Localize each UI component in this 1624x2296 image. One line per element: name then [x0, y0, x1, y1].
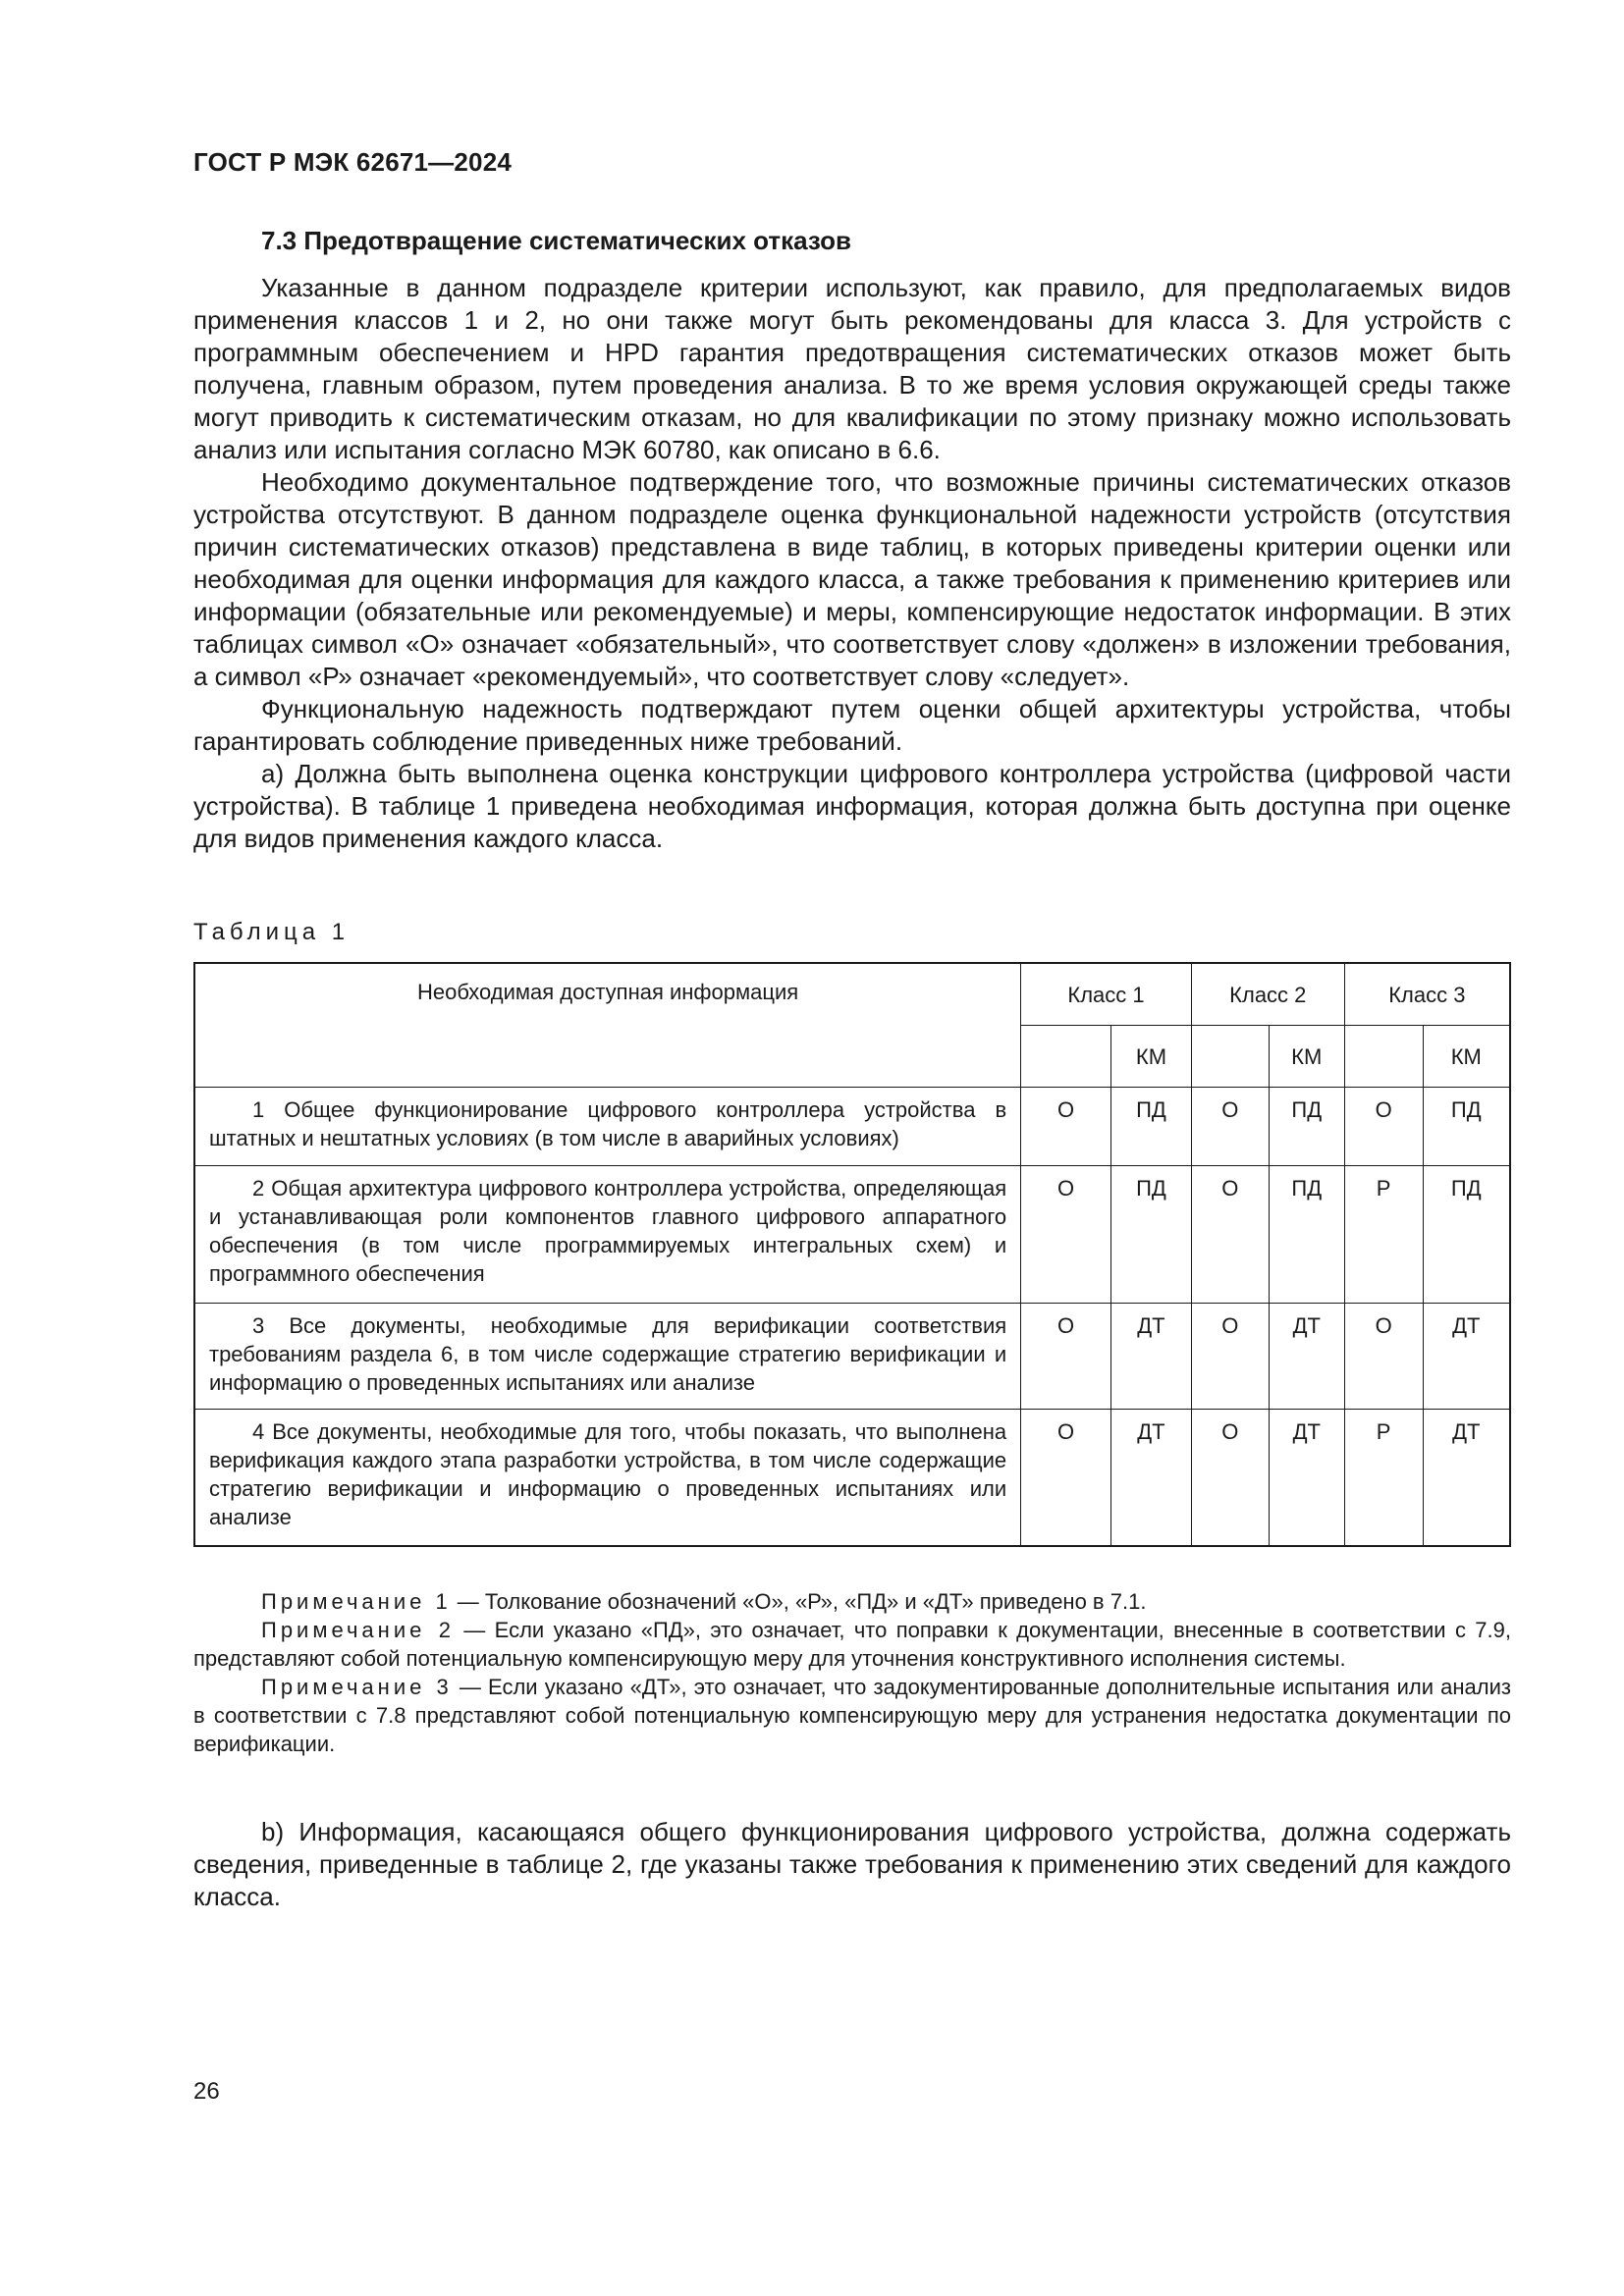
- note-label: Примечание 3: [261, 1675, 453, 1699]
- cell-value: ДТ: [1269, 1304, 1344, 1410]
- cell-value: ДТ: [1423, 1304, 1510, 1410]
- paragraph-a: а) Должна быть выполнена оценка конструкции цифрового контроллера устройства (цифровой части устройства). В таблице 1 приведена необходимая информация, которая должна быть доступна при оценке для видов применения каждого класса.: [193, 759, 1511, 853]
- subheader-km: КМ: [1269, 1026, 1344, 1088]
- cell-value: ПД: [1423, 1088, 1510, 1166]
- note-text: — Толкование обозначений «О», «Р», «ПД» и «ДТ» приведено в 7.1.: [451, 1589, 1147, 1614]
- row-info: 4 Все документы, необходимые для того, чтобы показать, что выполнена верификация каждого этапа разработки устройства, в том числе содержащие стратегию верификации и информацию о проведенных испытаниях или анализе: [194, 1410, 1021, 1546]
- page-number: 26: [193, 2078, 220, 2105]
- header-class-2: Класс 2: [1191, 963, 1344, 1026]
- cell-value: ПД: [1269, 1166, 1344, 1304]
- cell-value: ПД: [1269, 1088, 1344, 1166]
- cell-value: ДТ: [1111, 1410, 1192, 1546]
- table-row: [194, 1166, 1510, 1304]
- cell-value: Р: [1344, 1166, 1423, 1304]
- subheader-empty: [1344, 1026, 1423, 1088]
- cell-value: О: [1344, 1304, 1423, 1410]
- note-1: [193, 1587, 1511, 1616]
- paragraph-3: Функциональную надежность подтверждают путем оценки общей архитектуры устройства, чтобы гарантировать соблюдение приведенных ниже требований.: [193, 694, 1511, 756]
- paragraph-b-block: [193, 1816, 1511, 1913]
- cell-value: Р: [1344, 1410, 1423, 1546]
- cell-value: ДТ: [1111, 1304, 1192, 1410]
- paragraph-2: Необходимо документальное подтверждение того, что возможные причины систематических отказов устройства отсутствуют. В данном подразделе оценка функциональной надежности устройств (отсутствия причин систематических отказов) представлена в виде таблиц, в которых приведены критерии оценки или необходимая для оценки информация для каждого класса, а также требования к применению критериев или информации (обязательные или рекомендуемые) и меры, компенсирующие недостаток информации. В этих таблицах символ «О» означает «обязательный», что соответствует слову «должен» в изложении требования, а символ «Р» означает «рекомендуемый», что соответствует слову «следует».: [193, 467, 1511, 691]
- subheader-km: КМ: [1111, 1026, 1192, 1088]
- subheader-empty: [1191, 1026, 1269, 1088]
- table-row: [194, 1088, 1510, 1166]
- cell-value: О: [1191, 1166, 1269, 1304]
- cell-value: ДТ: [1423, 1410, 1510, 1546]
- cell-value: О: [1191, 1410, 1269, 1546]
- table-row: [194, 1410, 1510, 1546]
- section-title: 7.3 Предотвращение систематических отказов: [261, 226, 852, 255]
- table-caption: Таблица 1: [193, 919, 351, 945]
- cell-value: О: [1021, 1166, 1111, 1304]
- cell-value: О: [1021, 1304, 1111, 1410]
- cell-value: О: [1021, 1088, 1111, 1166]
- note-text: — Если указано «ДТ», это означает, что задокументированные дополнительные испытания или анализ в соответствии с 7.8 представляют собой потенциальную компенсирующую меру для устранения недостатка документации по верификации.: [193, 1675, 1511, 1756]
- cell-value: ПД: [1423, 1166, 1510, 1304]
- table-header-row: [194, 963, 1510, 1026]
- cell-value: ПД: [1111, 1088, 1192, 1166]
- table-notes: [193, 1587, 1511, 1758]
- standard-header: ГОСТ Р МЭК 62671—2024: [193, 147, 513, 177]
- body-text: [193, 272, 1511, 855]
- note-label: Примечание 1: [261, 1589, 452, 1614]
- note-2: [193, 1616, 1511, 1673]
- row-info: 2 Общая архитектура цифрового контроллера устройства, определяющая и устанавливающая роли компонентов главного цифрового аппаратного обеспечения (в том числе программируемых интегральных схем) и программного обеспечения: [194, 1166, 1021, 1304]
- cell-value: ДТ: [1269, 1410, 1344, 1546]
- table-row: [194, 1304, 1510, 1410]
- cell-value: О: [1344, 1088, 1423, 1166]
- note-label: Примечание 2: [261, 1618, 455, 1642]
- cell-value: О: [1021, 1410, 1111, 1546]
- subheader-empty: [1021, 1026, 1111, 1088]
- note-3: [193, 1673, 1511, 1758]
- header-class-1: Класс 1: [1021, 963, 1192, 1026]
- table-1: [193, 962, 1511, 1547]
- paragraph-1: Указанные в данном подразделе критерии используют, как правило, для предполагаемых видов применения классов 1 и 2, но они также могут быть рекомендованы для класса 3. Для устройств с программным обеспечением и HPD гарантия предотвращения систематических отказов может быть получена, главным образом, путем проведения анализа. В то же время условия окружающей среды также могут приводить к систематическим отказам, но для квалификации по этому признаку можно использовать анализ или испытания согласно МЭК 60780, как описано в 6.6.: [193, 273, 1511, 464]
- header-class-3: Класс 3: [1344, 963, 1510, 1026]
- subheader-km: КМ: [1423, 1026, 1510, 1088]
- header-info: Необходимая доступная информация: [194, 963, 1021, 1088]
- cell-value: О: [1191, 1304, 1269, 1410]
- row-info: 1 Общее функционирование цифрового контроллера устройства в штатных и нештатных условиях (в том числе в аварийных условиях): [194, 1088, 1021, 1166]
- row-info: 3 Все документы, необходимые для верификации соответствия требованиям раздела 6, в том числе содержащие стратегию верификации и информацию о проведенных испытаниях или анализе: [194, 1304, 1021, 1410]
- note-text: — Если указано «ПД», это означает, что поправки к документации, внесенные в соответствии с 7.9, представляют собой потенциальную компенсирующую меру для уточнения конструктивного исполнения системы.: [193, 1618, 1511, 1671]
- cell-value: ПД: [1111, 1166, 1192, 1304]
- paragraph-b: b) Информация, касающаяся общего функционирования цифрового устройства, должна содержать сведения, приведенные в таблице 2, где указаны также требования к применению этих сведений для каждого класса.: [193, 1817, 1511, 1911]
- cell-value: О: [1191, 1088, 1269, 1166]
